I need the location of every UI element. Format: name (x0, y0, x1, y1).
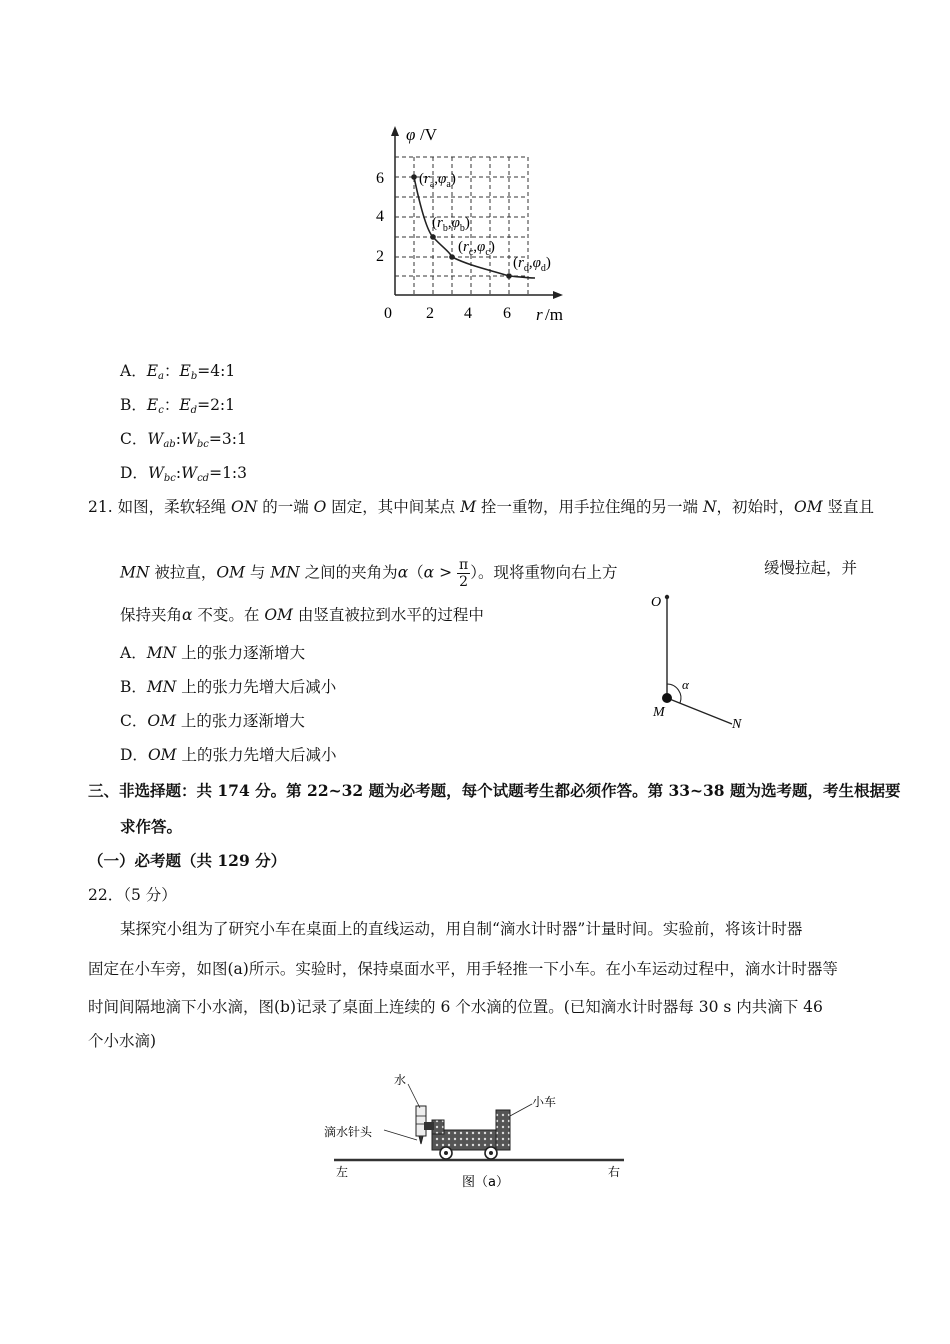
q22-para-line1: 某探究小组为了研究小车在桌面上的直线运动，用自制“滴水计时器”计量时间。实验前，将该计时器 (120, 920, 803, 938)
label-d: $(r_d,\varphi_d)$ (513, 255, 551, 274)
q21-option-a: A．MN 上的张力逐渐增大 (120, 644, 306, 662)
y-axis-label: φ (406, 125, 416, 144)
drip-timer-clamp (424, 1122, 434, 1130)
section3-heading-line1: 三、非选择题：共 174 分。第 22~32 题为必考题，每个试题考生都必须作答。第 33~38 题为选考题，考生根据要 (88, 781, 901, 800)
rope-mn (667, 698, 732, 724)
drip-needle (419, 1136, 423, 1144)
q21-stem-line2: MN 被拉直，OM 与 MN 之间的夹角为α（α > $\frac{\pi}{2}$ ）。现将重物向右上方 (120, 557, 618, 590)
x-tick-2: 2 (426, 305, 434, 322)
y-axis-arrow (391, 126, 399, 136)
q20-option-d: D．$W_{bc}:W_{cd}=1:3$ (120, 464, 248, 484)
x-tick-6: 6 (503, 305, 511, 322)
q22-para-line3: 时间间隔地滴下小水滴，图(b)记录了桌面上连续的 6 个水滴的位置。(已知滴水计时器每 30 s 内共滴下 46 (88, 998, 823, 1016)
q21-option-d: D．OM 上的张力先增大后减小 (120, 746, 337, 764)
label-needle: 滴水针头 (324, 1125, 373, 1139)
label-b: $(r_b,\varphi_b)$ (432, 215, 470, 234)
q21-stem-line2-right: 缓慢拉起，并 (764, 559, 858, 577)
label-o: O (651, 595, 662, 610)
cart-figure-a (320, 1064, 640, 1194)
y-tick-2: 2 (376, 248, 384, 265)
label-car: 小车 (532, 1095, 557, 1109)
svg-text:/m: /m (545, 305, 563, 324)
point-c (449, 254, 455, 260)
cart-body-rear (496, 1110, 510, 1150)
svg-text:/V: /V (420, 125, 437, 144)
q21-option-c: C．OM 上的张力逐渐增大 (120, 712, 305, 730)
label-right: 右 (608, 1165, 621, 1179)
drip-timer-tube (416, 1106, 426, 1136)
label-c: $(r_c,\varphi_c)$ (458, 239, 495, 258)
point-d (506, 273, 512, 279)
q21-stem-line1: 21. 如图，柔软轻绳 ON 的一端 O 固定，其中间某点 M 拴一重物，用手拉住绳的另一端 N，初始时，OM 竖直且 (88, 498, 875, 516)
q22-heading: 22．（5 分） (88, 886, 177, 904)
pi-over-2-fraction: $\frac{\pi}{2}$ (458, 557, 469, 590)
weight-m (662, 693, 672, 703)
x-tick-0: 0 (384, 305, 392, 322)
label-a: $(r_a,\varphi_a)$ (419, 171, 456, 190)
q20-option-c: C．$W_{ab}:W_{bc}=3:1$ (120, 430, 247, 450)
q21-option-b: B．MN 上的张力先增大后减小 (120, 678, 337, 696)
figure-a-caption: 图（a） (462, 1175, 509, 1190)
potential-distance-graph (370, 120, 590, 330)
q22-para-line2: 固定在小车旁，如图(a)所示。实验时，保持桌面水平，用手轻推一下小车。在小车运动过程中，滴水计时器等 (88, 960, 838, 978)
q20-option-a: A．$E_a$：$E_b=4:1$ (120, 362, 236, 382)
x-axis-label: r (536, 305, 543, 324)
rope-figure (640, 585, 760, 735)
q22-para-line4: 个小水滴) (88, 1032, 157, 1050)
label-water: 水 (394, 1073, 407, 1087)
label-alpha: α (682, 677, 689, 692)
label-m: M (653, 705, 665, 720)
point-o (665, 595, 669, 599)
section3-subheading: （一）必考题（共 129 分） (88, 851, 287, 870)
q20-option-b: B．$E_c$：$E_d=2:1$ (120, 396, 236, 416)
point-b (430, 234, 436, 240)
y-tick-6: 6 (376, 170, 384, 187)
x-axis-arrow (553, 291, 563, 299)
point-a (411, 174, 417, 180)
label-left: 左 (336, 1165, 349, 1179)
q21-stem-line3: 保持夹角α 不变。在 OM 由竖直被拉到水平的过程中 (120, 606, 484, 624)
label-n: N (732, 717, 742, 732)
y-tick-4: 4 (376, 208, 384, 225)
x-tick-4: 4 (464, 305, 472, 322)
section3-heading-line2: 求作答。 (120, 817, 183, 836)
